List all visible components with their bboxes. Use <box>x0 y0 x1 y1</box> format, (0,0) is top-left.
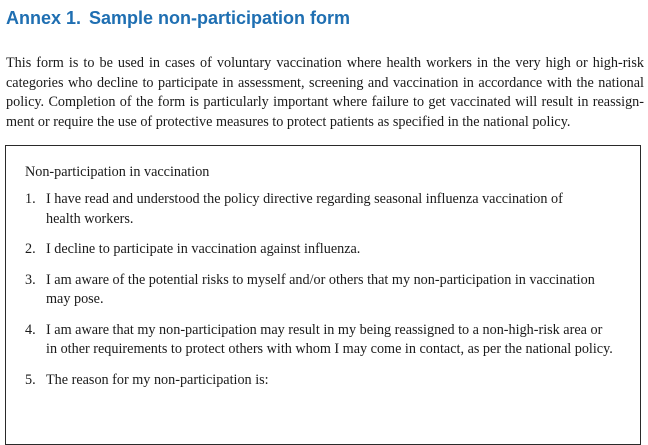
annex-number: Annex 1. <box>6 8 82 28</box>
item-text-line: I am aware that my non-participation may result in my being reassigned to a non-high-risk area or <box>46 321 603 338</box>
intro-line: ment or require the use of protective measures to protect patients as specified in the national policy. <box>6 113 571 130</box>
item-number: 4. <box>25 321 36 338</box>
form-item <box>25 321 635 360</box>
form-item <box>25 271 635 310</box>
item-text-line: health workers. <box>46 210 134 227</box>
item-text-line: I have read and understood the policy directive regarding seasonal influenza vaccination of <box>46 191 563 207</box>
form-title: Non-participation in vaccination <box>25 164 210 180</box>
intro-line: This form is to be used in cases of voluntary vaccination where health workers in the very high or high-risk <box>6 55 644 71</box>
item-number: 2. <box>25 241 36 257</box>
form-item-list <box>25 190 635 401</box>
item-number: 5. <box>25 371 36 388</box>
intro-line: policy. Completion of the form is particularly important where failure to get vaccinated will result in reassign- <box>6 94 644 110</box>
intro-line: categories who decline to participate in assessment, screening and vaccination in accordance with the national <box>6 74 644 91</box>
item-text-line: I am aware of the potential risks to myself and/or others that my non-participation in vaccination <box>46 271 595 288</box>
item-text-line: in other requirements to protect others with whom I may come in contact, as per the national policy. <box>46 341 613 357</box>
item-text-line: may pose. <box>46 291 104 307</box>
form-item <box>25 240 635 260</box>
annex-heading <box>6 6 350 30</box>
form-item <box>25 371 635 391</box>
form-item <box>25 190 635 229</box>
item-number: 1. <box>25 191 36 207</box>
intro-paragraph <box>6 54 644 132</box>
item-text-line: I decline to participate in vaccination against influenza. <box>46 241 361 257</box>
item-text-line: The reason for my non-participation is: <box>46 371 269 388</box>
annex-title: Sample non-participation form <box>89 8 351 28</box>
item-number: 3. <box>25 271 36 288</box>
non-participation-form <box>5 145 641 445</box>
